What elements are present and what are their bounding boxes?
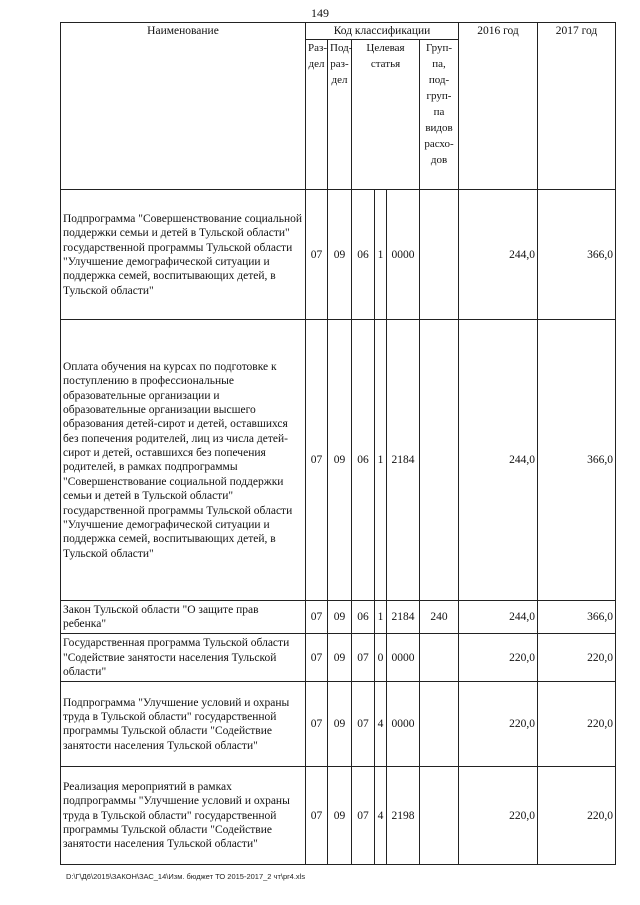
row-target-program: 06 bbox=[352, 601, 375, 634]
row-name: Закон Тульской области "О защите прав ребенка" bbox=[61, 601, 306, 634]
row-expense-group bbox=[420, 634, 459, 682]
row-value-2016: 220,0 bbox=[459, 634, 538, 682]
budget-table bbox=[60, 22, 616, 865]
table-row bbox=[61, 682, 616, 767]
row-target-subprogram: 1 bbox=[375, 601, 387, 634]
row-razdel: 07 bbox=[306, 320, 328, 601]
row-value-2016: 244,0 bbox=[459, 601, 538, 634]
row-expense-group: 240 bbox=[420, 601, 459, 634]
row-value-2017: 220,0 bbox=[538, 767, 616, 865]
row-name: Оплата обучения на курсах по подготовке к поступлению в профессиональные образовательные организации и образовательные организации высшего образования детей-сирот и детей, оставшихся без попечения родителей, лиц из числа детей-сирот и детей, оставшихся без попечения родителей, в рамках подпрограммы "Совершенствование социальной поддержки семьи и детей в Тульской области" государственной программы Тульской области "Улучшение демографической ситуации и поддержка семей, воспитывающих детей, в Тульской области" bbox=[61, 320, 306, 601]
row-target-subprogram: 0 bbox=[375, 634, 387, 682]
row-target-direction: 2184 bbox=[387, 320, 420, 601]
row-podrazdel: 09 bbox=[328, 767, 352, 865]
row-target-program: 07 bbox=[352, 767, 375, 865]
row-value-2017: 220,0 bbox=[538, 682, 616, 767]
row-podrazdel: 09 bbox=[328, 682, 352, 767]
row-target-subprogram: 4 bbox=[375, 682, 387, 767]
table-row bbox=[61, 634, 616, 682]
row-value-2016: 220,0 bbox=[459, 682, 538, 767]
row-name: Реализация мероприятий в рамках подпрограммы "Улучшение условий и охраны труда в Тульской области" государственной программы Тульской области "Содействие занятости населения Тульской области" bbox=[61, 767, 306, 865]
row-target-program: 07 bbox=[352, 682, 375, 767]
row-podrazdel: 09 bbox=[328, 634, 352, 682]
row-expense-group bbox=[420, 767, 459, 865]
row-value-2017: 366,0 bbox=[538, 190, 616, 320]
header-podrazdel: Под- раз- дел bbox=[328, 40, 352, 190]
table-row bbox=[61, 320, 616, 601]
header-name: Наименование bbox=[61, 23, 306, 190]
header-target-article: Целевая статья bbox=[352, 40, 420, 190]
row-podrazdel: 09 bbox=[328, 320, 352, 601]
row-expense-group bbox=[420, 190, 459, 320]
row-target-program: 07 bbox=[352, 634, 375, 682]
row-target-direction: 2198 bbox=[387, 767, 420, 865]
row-target-program: 06 bbox=[352, 190, 375, 320]
row-name: Государственная программа Тульской области "Содействие занятости населения Тульской области" bbox=[61, 634, 306, 682]
table-row bbox=[61, 190, 616, 320]
header-expense-group: Груп- па, под- груп- па видов расхо- дов bbox=[420, 40, 459, 190]
row-podrazdel: 09 bbox=[328, 190, 352, 320]
row-razdel: 07 bbox=[306, 767, 328, 865]
row-target-direction: 0000 bbox=[387, 634, 420, 682]
row-value-2017: 366,0 bbox=[538, 320, 616, 601]
row-value-2016: 220,0 bbox=[459, 767, 538, 865]
file-path-footer: D:\Г\Д6\2015\ЗАКОН\ЗАС_14\Изм. бюджет ТО 2015-2017_2 чт\pr4.xls bbox=[66, 872, 306, 881]
row-expense-group bbox=[420, 320, 459, 601]
table-row bbox=[61, 767, 616, 865]
header-razdel: Раз- дел bbox=[306, 40, 328, 190]
row-value-2017: 220,0 bbox=[538, 634, 616, 682]
row-expense-group bbox=[420, 682, 459, 767]
row-target-direction: 0000 bbox=[387, 682, 420, 767]
header-year-2016: 2016 год bbox=[459, 23, 538, 190]
row-target-subprogram: 1 bbox=[375, 320, 387, 601]
row-value-2017: 366,0 bbox=[538, 601, 616, 634]
row-target-direction: 2184 bbox=[387, 601, 420, 634]
row-value-2016: 244,0 bbox=[459, 320, 538, 601]
row-target-subprogram: 1 bbox=[375, 190, 387, 320]
row-target-program: 06 bbox=[352, 320, 375, 601]
row-razdel: 07 bbox=[306, 682, 328, 767]
row-target-direction: 0000 bbox=[387, 190, 420, 320]
row-value-2016: 244,0 bbox=[459, 190, 538, 320]
page-number: 149 bbox=[311, 6, 329, 20]
row-razdel: 07 bbox=[306, 634, 328, 682]
row-name: Подпрограмма "Улучшение условий и охраны труда в Тульской области" государственной программы Тульской области "Содействие занятости населения Тульской области" bbox=[61, 682, 306, 767]
row-target-subprogram: 4 bbox=[375, 767, 387, 865]
header-year-2017: 2017 год bbox=[538, 23, 616, 190]
row-name: Подпрограмма "Совершенствование социальной поддержки семьи и детей в Тульской области" государственной программы Тульской области "Улучшение демографической ситуации и поддержка семей, воспитывающих детей, в Тульской области" bbox=[61, 190, 306, 320]
row-podrazdel: 09 bbox=[328, 601, 352, 634]
row-razdel: 07 bbox=[306, 601, 328, 634]
row-razdel: 07 bbox=[306, 190, 328, 320]
header-classification: Код классификации bbox=[306, 23, 459, 40]
table-row bbox=[61, 601, 616, 634]
